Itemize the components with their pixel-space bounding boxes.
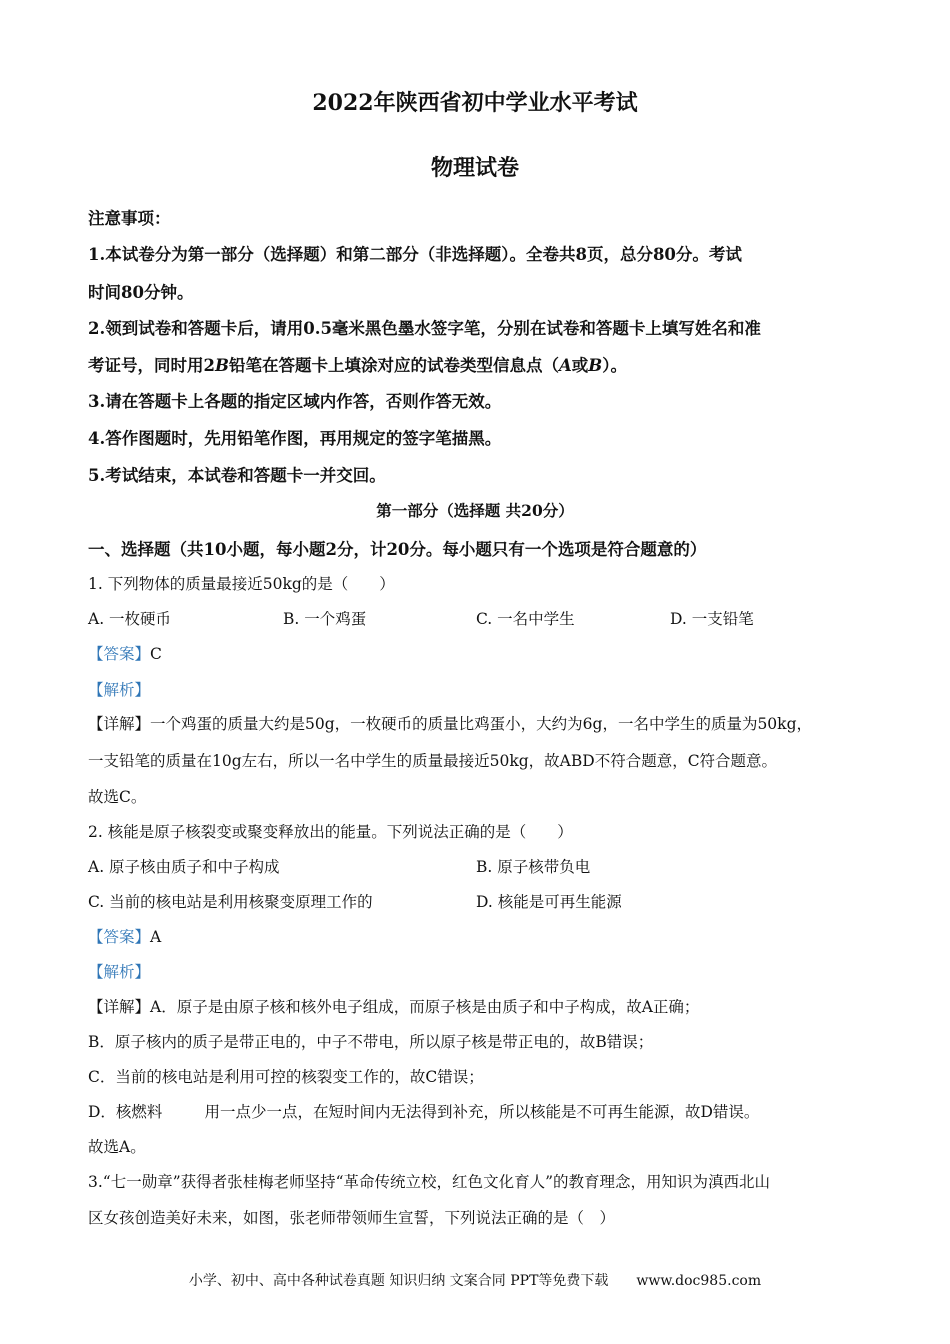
- q2-detail-a: 【详解】A．原子是由原子核和核外电子组成，而原子核是由质子和中子构成，故A正确；: [88, 998, 700, 1016]
- q2-answer: 【答案】A: [88, 928, 162, 946]
- notice-item-4: 4.答作图题时，先用铅笔作图，再用规定的签字笔描黑。: [88, 429, 502, 448]
- part1-heading: 第一部分（选择题 共20分）: [376, 501, 574, 520]
- section-heading: 一、选择题（共10小题，每小题2分，计20分。每小题只有一个选项是符合题意的）: [88, 540, 707, 559]
- q1-option-d: D. 一支铅笔: [670, 610, 754, 628]
- notice-item-3: 3.请在答题卡上各题的指定区域内作答，否则作答无效。: [88, 392, 502, 411]
- q1-stem: 1. 下列物体的质量最接近50kg的是（ ）: [88, 575, 395, 593]
- exam-title: 2022年陕西省初中学业水平考试: [312, 90, 638, 116]
- q1-option-c: C. 一名中学生: [476, 610, 575, 628]
- q2-option-b: B. 原子核带负电: [476, 858, 591, 876]
- notice-item-1-cont: 时间80分钟。: [88, 283, 194, 302]
- q1-conclusion: 故选C。: [88, 788, 147, 806]
- q2-option-c: C. 当前的核电站是利用核聚变原理工作的: [88, 893, 373, 911]
- notice-item-1: 1.本试卷分为第一部分（选择题）和第二部分（非选择题）。全卷共8页，总分80分。考试: [88, 245, 742, 264]
- notice-item-2: 2.领到试卷和答题卡后，请用0.5毫米黑色墨水签字笔，分别在试卷和答题卡上填写姓名和准: [88, 319, 761, 338]
- q2-detail-c: C．当前的核电站是利用可控的核裂变工作的，故C错误；: [88, 1068, 484, 1086]
- q1-option-a: A. 一枚硬币: [88, 610, 172, 628]
- q2-analysis-tag: 【解析】: [88, 963, 151, 981]
- q1-analysis-tag: 【解析】: [88, 681, 151, 699]
- notice-item-2-cont: 考证号，同时用2B铅笔在答题卡上填涂对应的试卷类型信息点（A或B）。: [88, 356, 627, 375]
- footer-text: 小学、初中、高中各种试卷真题 知识归纳 文案合同 PPT等免费下载: [188, 1273, 609, 1289]
- q2-conclusion: 故选A。: [88, 1138, 146, 1156]
- q1-detail-2: 一支铅笔的质量在10g左右，所以一名中学生的质量最接近50kg，故ABD不符合题意，C符合题意。: [88, 752, 778, 770]
- page-footer: [0, 1270, 950, 1290]
- q2-detail-b: B．原子核内的质子是带正电的，中子不带电，所以原子核是带正电的，故B错误；: [88, 1033, 654, 1051]
- q2-detail-d: D．核燃料 用一点少一点，在短时间内无法得到补充，所以核能是不可再生能源，故D错误。: [88, 1103, 760, 1121]
- q1-option-b: B. 一个鸡蛋: [283, 610, 367, 628]
- q3-stem-1: 3.“七一勋章”获得者张桂梅老师坚持“革命传统立校，红色文化育人”的教育理念，用知识为滇西北山: [88, 1173, 770, 1191]
- notice-item-5: 5.考试结束，本试卷和答题卡一并交回。: [88, 466, 386, 485]
- q1-detail-1: 【详解】一个鸡蛋的质量大约是50g，一枚硬币的质量比鸡蛋小，大约为6g，一名中学生的质量为50kg，: [88, 715, 812, 733]
- q2-stem: 2. 核能是原子核裂变或聚变释放出的能量。下列说法正确的是（ ）: [88, 823, 573, 841]
- notice-heading: 注意事项：: [88, 209, 171, 228]
- q3-stem-2: 区女孩创造美好未来，如图，张老师带领师生宣誓，下列说法正确的是（ ）: [88, 1209, 616, 1227]
- exam-subtitle: 物理试卷: [430, 155, 519, 181]
- q2-option-d: D. 核能是可再生能源: [476, 893, 622, 911]
- q1-answer: 【答案】C: [88, 645, 162, 663]
- footer-url[interactable]: www.doc985.com: [636, 1273, 762, 1289]
- q2-option-a: A. 原子核由质子和中子构成: [88, 858, 280, 876]
